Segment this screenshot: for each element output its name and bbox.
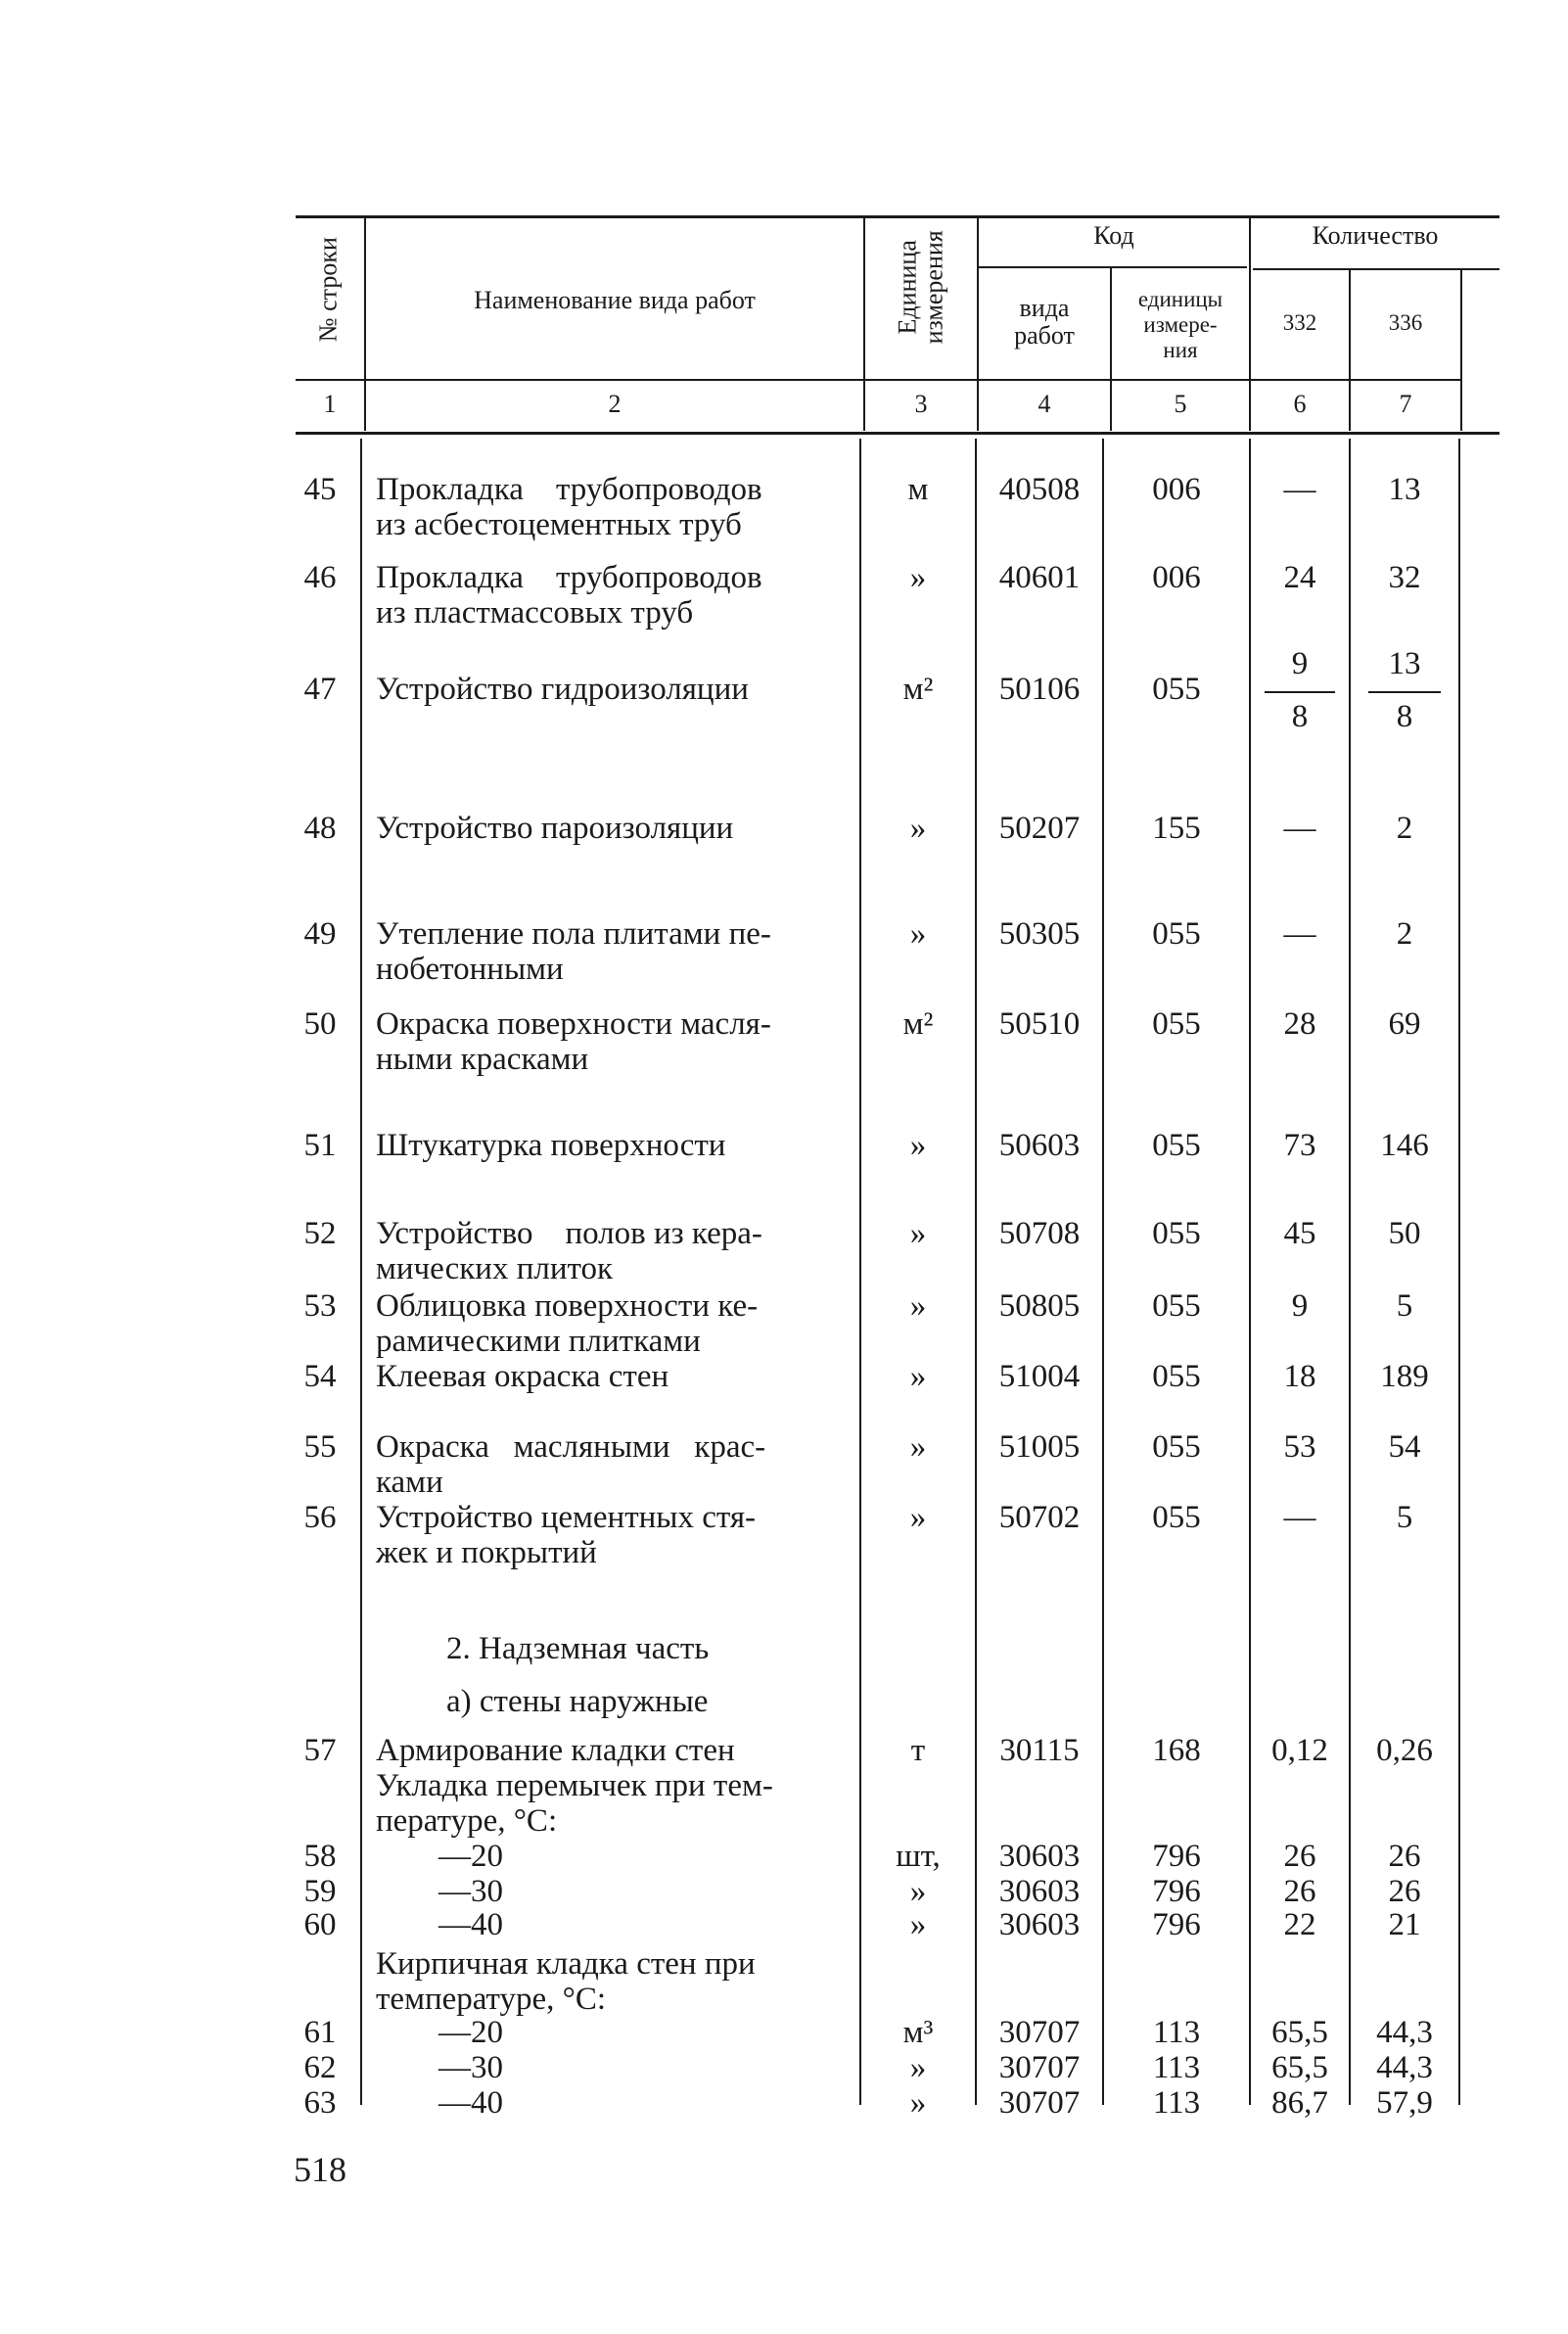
row-unit-code: 796 (1152, 1874, 1201, 1909)
row-work-name: Клеевая окраска стен (376, 1359, 669, 1394)
row-unit: » (909, 2050, 927, 2085)
qty-336-denominator: 8 (1396, 699, 1413, 734)
header-vrule (1460, 268, 1462, 431)
row-work-name: нобетонными (376, 952, 564, 987)
row-unit-code: 055 (1152, 1006, 1201, 1042)
row-qty-332: 53 (1283, 1429, 1316, 1465)
group-title: Кирпичная кладка стен при (376, 1946, 756, 1982)
header-bottom-rule (296, 379, 1460, 381)
row-unit-code: 006 (1152, 560, 1201, 595)
row-qty-332: 24 (1283, 560, 1316, 595)
row-unit: шт, (896, 1839, 941, 1874)
row-work-name: —30 (438, 1874, 503, 1909)
row-qty-336: 54 (1388, 1429, 1421, 1465)
qty-subheader-rule (1253, 268, 1499, 270)
row-number: 61 (303, 2015, 337, 2050)
row-number: 58 (303, 1839, 337, 1874)
header-unit-text: Единица измерения (893, 230, 948, 345)
row-qty-332: 22 (1283, 1907, 1316, 1942)
row-work-code: 51004 (998, 1359, 1081, 1394)
row-qty-332: 65,5 (1271, 2050, 1328, 2085)
row-qty-332: 86,7 (1271, 2085, 1328, 2121)
row-unit-code: 055 (1152, 916, 1201, 952)
row-qty-332: — (1283, 1500, 1316, 1535)
group-title: пературе, °С: (376, 1803, 558, 1839)
row-unit: » (909, 811, 927, 846)
row-number: 56 (303, 1500, 337, 1535)
row-work-name: Окраска масляными крас- (376, 1429, 766, 1465)
row-unit: » (909, 1874, 927, 1909)
row-qty-332: 26 (1283, 1839, 1316, 1874)
header-row-no: № строки (313, 237, 343, 343)
row-unit: » (909, 1907, 927, 1942)
row-work-name: Устройство цементных стя- (376, 1500, 757, 1535)
row-qty-332: 9 (1291, 1288, 1309, 1324)
row-unit: » (909, 1128, 927, 1163)
row-work-name: Штукатурка поверхности (376, 1128, 726, 1163)
header-code: Код (1093, 221, 1134, 250)
row-number: 57 (303, 1733, 337, 1768)
row-qty-332: — (1283, 472, 1316, 507)
row-work-name: из асбестоцементных труб (376, 507, 742, 542)
row-qty-336: 21 (1388, 1907, 1421, 1942)
row-unit-code: 796 (1152, 1907, 1201, 1942)
row-work-name: Прокладка трубопроводов (376, 560, 762, 595)
row-qty-336: 13 (1388, 472, 1421, 507)
row-qty-332: 18 (1283, 1359, 1316, 1394)
row-qty-336: 69 (1388, 1006, 1421, 1042)
row-number: 60 (303, 1907, 337, 1942)
qty-332-denominator: 8 (1291, 699, 1309, 734)
header-code-work-2: работ (1014, 321, 1075, 350)
row-work-code: 50702 (998, 1500, 1081, 1535)
row-work-code: 51005 (998, 1429, 1081, 1465)
qty-336-numerator: 13 (1388, 646, 1421, 681)
row-unit-code: 006 (1152, 472, 1201, 507)
row-number: 50 (303, 1006, 337, 1042)
row-unit: » (909, 916, 927, 952)
row-work-code: 50805 (998, 1288, 1081, 1324)
row-qty-336: 57,9 (1376, 2085, 1433, 2121)
colnum-1: 1 (323, 390, 337, 418)
row-work-name: Устройство пароизоляции (376, 811, 734, 846)
group-title: температуре, °С: (376, 1982, 607, 2017)
row-number: 53 (303, 1288, 337, 1324)
header-code-unit-1: единицы (1137, 287, 1223, 311)
row-number: 48 (303, 811, 337, 846)
row-qty-336: 50 (1388, 1216, 1421, 1251)
row-work-code: 40601 (998, 560, 1081, 595)
colnum-7: 7 (1399, 390, 1412, 418)
row-unit-code: 055 (1152, 1359, 1201, 1394)
row-qty-332: 0,12 (1271, 1733, 1328, 1768)
row-unit-code: 168 (1152, 1733, 1201, 1768)
row-number: 52 (303, 1216, 337, 1251)
header-code-work-1: вида (1019, 294, 1070, 322)
row-number: 54 (303, 1359, 337, 1394)
row-work-code: 30707 (998, 2015, 1081, 2050)
fraction-bar (1368, 691, 1441, 693)
row-work-name: Устройство гидроизоляции (376, 672, 749, 707)
row-qty-336: 189 (1380, 1359, 1429, 1394)
fraction-bar (1265, 691, 1335, 693)
colnum-bottom-rule (296, 432, 1499, 435)
row-work-code: 50603 (998, 1128, 1081, 1163)
row-unit-code: 113 (1152, 2015, 1201, 2050)
row-number: 47 (303, 672, 337, 707)
row-work-name: —20 (438, 2015, 503, 2050)
row-work-name: жек и покрытий (376, 1535, 597, 1570)
row-work-code: 50305 (998, 916, 1081, 952)
row-work-code: 50708 (998, 1216, 1081, 1251)
header-code-unit-3: ния (1163, 338, 1198, 362)
row-unit-code: 055 (1152, 1500, 1201, 1535)
row-work-code: 30707 (998, 2050, 1081, 2085)
row-number: 62 (303, 2050, 337, 2085)
row-unit-code: 796 (1152, 1839, 1201, 1874)
row-work-name: ками (376, 1465, 443, 1500)
row-qty-332: 45 (1283, 1216, 1316, 1251)
colnum-2: 2 (608, 390, 622, 418)
row-qty-336: 5 (1396, 1500, 1413, 1535)
code-subheader-rule (979, 266, 1247, 268)
row-work-name: —30 (438, 2050, 503, 2085)
row-qty-332: 65,5 (1271, 2015, 1328, 2050)
row-unit-code: 055 (1152, 672, 1201, 707)
group-title: Укладка перемычек при тем- (376, 1768, 773, 1803)
row-work-code: 30603 (998, 1874, 1081, 1909)
row-work-name: —20 (438, 1839, 503, 1874)
row-work-name: Утепление пола плитами пе- (376, 916, 771, 952)
row-qty-336: 0,26 (1376, 1733, 1433, 1768)
row-unit-code: 113 (1152, 2050, 1201, 2085)
row-unit-code: 055 (1152, 1216, 1201, 1251)
qty-332-numerator: 9 (1291, 646, 1309, 681)
row-work-code: 50207 (998, 811, 1081, 846)
section-title: 2. Надземная часть (446, 1631, 710, 1666)
row-unit: м³ (902, 2015, 934, 2050)
row-qty-336: 5 (1396, 1288, 1413, 1324)
row-unit: » (909, 1288, 927, 1324)
row-qty-336: 44,3 (1376, 2015, 1433, 2050)
row-qty-332: — (1283, 811, 1316, 846)
header-code-unit-2: измере- (1143, 312, 1218, 337)
colnum-4: 4 (1038, 390, 1051, 418)
row-unit-code: 055 (1152, 1128, 1201, 1163)
row-number: 46 (303, 560, 337, 595)
row-qty-336: 2 (1396, 916, 1413, 952)
row-work-name: Облицовка поверхности ке- (376, 1288, 759, 1324)
row-qty-332: 28 (1283, 1006, 1316, 1042)
row-work-code: 30603 (998, 1907, 1081, 1942)
row-qty-336: 26 (1388, 1839, 1421, 1874)
row-unit: » (909, 1216, 927, 1251)
row-work-code: 50106 (998, 672, 1081, 707)
row-work-name: —40 (438, 2085, 503, 2121)
row-work-name: Прокладка трубопроводов (376, 472, 762, 507)
row-qty-336: 44,3 (1376, 2050, 1433, 2085)
row-work-code: 50510 (998, 1006, 1081, 1042)
row-number: 59 (303, 1874, 337, 1909)
row-unit-code: 113 (1152, 2085, 1201, 2121)
row-number: 51 (303, 1128, 337, 1163)
row-number: 55 (303, 1429, 337, 1465)
row-qty-336: 2 (1396, 811, 1413, 846)
row-unit: » (909, 560, 927, 595)
body-vrule (1458, 439, 1460, 2105)
row-unit: » (909, 1359, 927, 1394)
row-number: 49 (303, 916, 337, 952)
row-qty-336: 26 (1388, 1874, 1421, 1909)
body-vrule (360, 439, 362, 2105)
row-qty-332: 73 (1283, 1128, 1316, 1163)
row-work-name: рамическими плитками (376, 1324, 701, 1359)
row-work-code: 30115 (999, 1733, 1080, 1768)
row-unit: м (907, 472, 929, 507)
row-work-code: 30603 (998, 1839, 1081, 1874)
row-unit: м² (902, 1006, 934, 1042)
row-qty-332: — (1283, 916, 1316, 952)
page-number: 518 (294, 2150, 346, 2189)
row-unit: » (909, 2085, 927, 2121)
row-work-name: из пластмассовых труб (376, 595, 694, 630)
header-qty-336: 336 (1388, 310, 1423, 335)
row-qty-336: 32 (1388, 560, 1421, 595)
row-unit-code: 055 (1152, 1288, 1201, 1324)
row-unit-code: 155 (1152, 811, 1201, 846)
row-work-name: Армирование кладки стен (376, 1733, 735, 1768)
header-qty-332: 332 (1282, 310, 1317, 335)
header-work-name: Наименование вида работ (474, 286, 756, 314)
row-number: 45 (303, 472, 337, 507)
row-work-name: мических плиток (376, 1251, 614, 1286)
row-work-code: 30707 (998, 2085, 1081, 2121)
header-qty: Количество (1312, 221, 1439, 250)
colnum-3: 3 (914, 390, 928, 418)
colnum-5: 5 (1174, 390, 1187, 418)
header-unit (895, 204, 948, 370)
row-number: 63 (303, 2085, 337, 2121)
row-unit: » (909, 1429, 927, 1465)
row-unit-code: 055 (1152, 1429, 1201, 1465)
row-unit: м² (902, 672, 934, 707)
row-qty-336: 146 (1380, 1128, 1429, 1163)
row-work-name: Устройство полов из кера- (376, 1216, 762, 1251)
row-work-name: —40 (438, 1907, 503, 1942)
row-unit: т (910, 1733, 926, 1768)
colnum-6: 6 (1293, 390, 1307, 418)
row-work-code: 40508 (998, 472, 1081, 507)
row-unit: » (909, 1500, 927, 1535)
row-work-name: ными красками (376, 1042, 589, 1077)
row-qty-332: 26 (1283, 1874, 1316, 1909)
section-subtitle: а) стены наружные (446, 1684, 709, 1719)
row-work-name: Окраска поверхности масля- (376, 1006, 771, 1042)
